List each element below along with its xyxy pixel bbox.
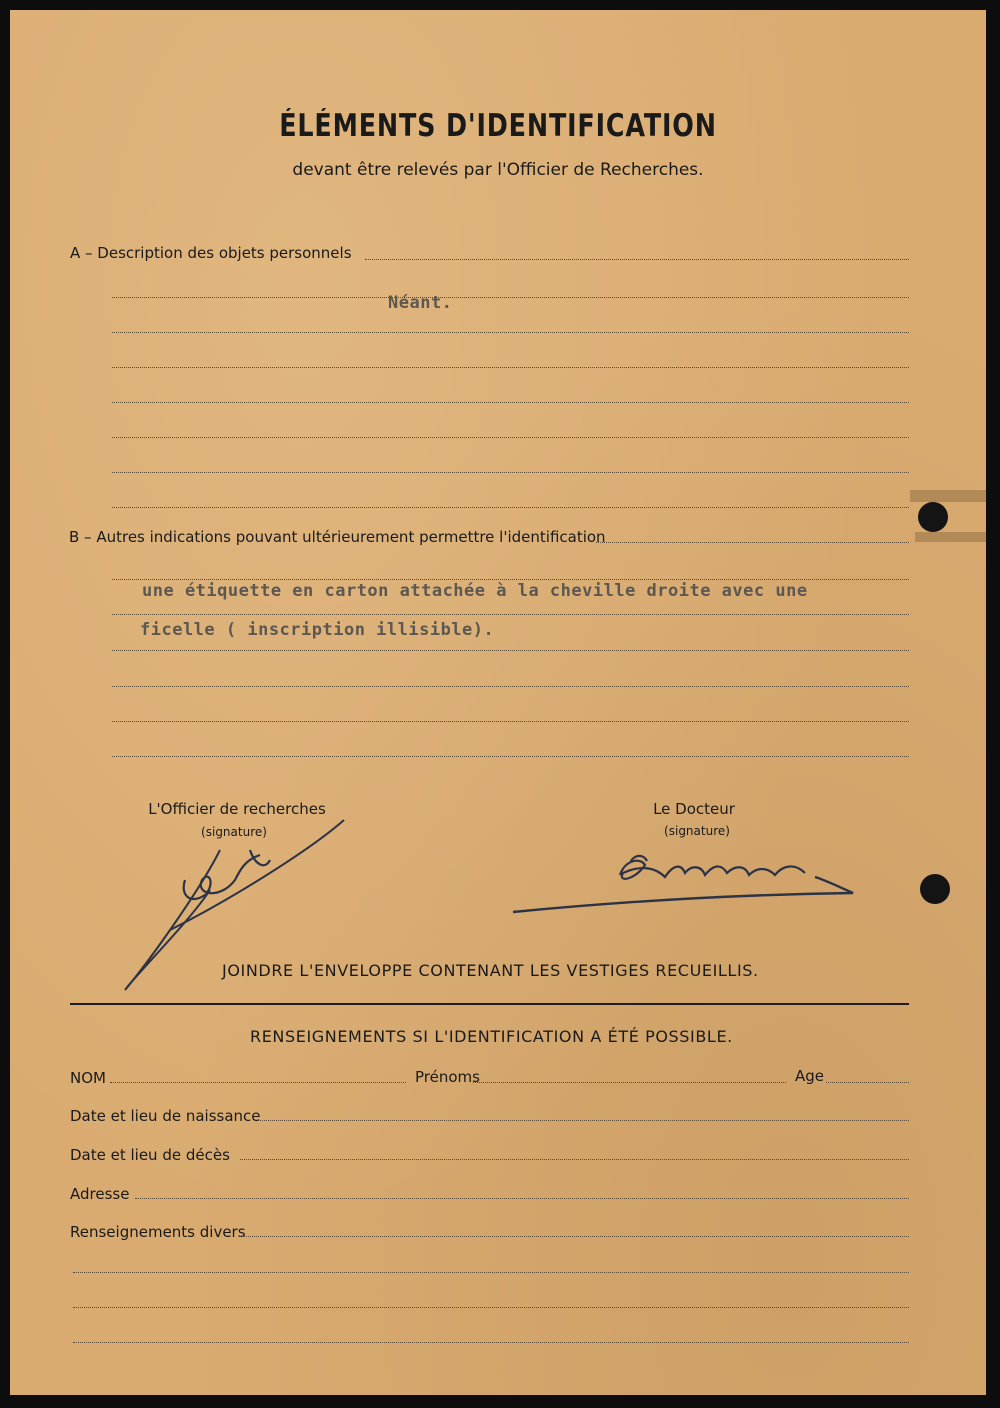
nom-field — [110, 1082, 406, 1083]
nom-label: NOM — [70, 1069, 106, 1087]
punch-hole-lower — [920, 874, 950, 904]
section-a-line — [112, 332, 909, 333]
section-a-label: A – Description des objets personnels — [70, 244, 352, 262]
naissance-label: Date et lieu de naissance — [70, 1107, 261, 1125]
section-b-typed-line-2: ficelle ( inscription illisible). — [140, 620, 495, 640]
age-label: Age — [795, 1067, 825, 1085]
section-b-typed-line-1: une étiquette en carton attachée à la cheville droite avec une — [142, 581, 808, 601]
prenoms-field — [473, 1082, 786, 1083]
doctor-signature-title: Le Docteur — [653, 800, 735, 818]
section-a-typed-text: Néant. — [388, 293, 453, 313]
divers-field — [73, 1272, 909, 1273]
divers-field — [73, 1307, 909, 1308]
age-field — [826, 1082, 909, 1083]
section-b-line — [112, 756, 909, 757]
section-a-line — [112, 367, 909, 368]
section-a-line — [112, 437, 909, 438]
adresse-label: Adresse — [70, 1185, 130, 1203]
doctor-signature — [505, 835, 865, 925]
section-a-line — [112, 297, 909, 298]
form-sheet — [10, 10, 986, 1395]
section-b-line — [596, 542, 909, 543]
prenoms-label: Prénoms — [415, 1068, 480, 1086]
section-b-line — [112, 686, 909, 687]
divers-label: Renseignements divers — [70, 1223, 246, 1241]
info-section-heading: RENSEIGNEMENTS SI L'IDENTIFICATION A ÉTÉ POSSIBLE. — [250, 1027, 733, 1046]
deces-label: Date et lieu de décès — [70, 1146, 230, 1164]
section-b-line — [112, 650, 909, 651]
section-a-line — [112, 507, 909, 508]
section-divider — [70, 1003, 909, 1005]
adresse-field — [135, 1198, 909, 1199]
envelope-instruction: JOINDRE L'ENVELOPPE CONTENANT LES VESTIGES RECUEILLIS. — [222, 961, 759, 980]
section-b-label: B – Autres indications pouvant ultérieurement permettre l'identification — [69, 528, 606, 546]
officer-signature-title: L'Officier de recherches — [148, 800, 326, 818]
divers-field — [73, 1342, 909, 1343]
deces-field — [240, 1159, 909, 1160]
section-a-line — [112, 472, 909, 473]
naissance-field — [260, 1120, 909, 1121]
section-b-line — [112, 579, 909, 580]
section-b-line — [112, 721, 909, 722]
officer-signature-caption: (signature) — [201, 825, 267, 839]
divers-field — [240, 1236, 909, 1237]
stain — [915, 532, 986, 542]
section-a-line — [365, 259, 909, 260]
punch-hole-upper — [918, 502, 948, 532]
section-b-line — [112, 614, 909, 615]
section-a-line — [112, 402, 909, 403]
doctor-signature-caption: (signature) — [664, 824, 730, 838]
page-subtitle: devant être relevés par l'Officier de Recherches. — [292, 160, 704, 180]
stain — [910, 490, 986, 502]
page-title: ÉLÉMENTS D'IDENTIFICATION — [279, 108, 717, 144]
